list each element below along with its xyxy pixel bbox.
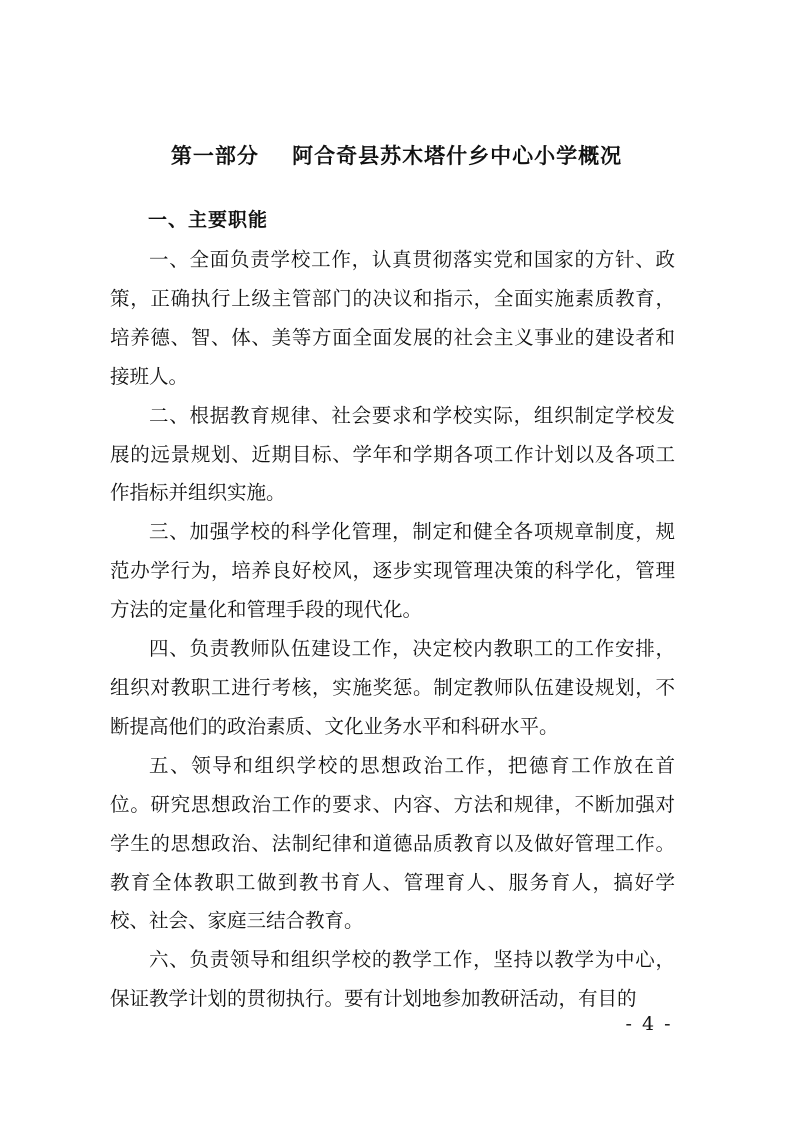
paragraph: 二、根据教育规律、社会要求和学校实际，组织制定学校发展的远景规划、近期目标、学年和学期各项工作计划以及各项工作指标并组织实施。 xyxy=(110,403,675,505)
page-number: - 4 - xyxy=(625,1013,673,1035)
page-title: 第一部分 阿合奇县苏木塔什乡中心小学概况 xyxy=(170,144,623,168)
body-text xyxy=(110,241,675,1019)
paragraph: 五、领导和组织学校的思想政治工作，把德育工作放在首位。研究思想政治工作的要求、内容、方法和规律，不断加强对学生的思想政治、法制纪律和道德品质教育以及做好管理工作。教育全体教职工做到教书育人、管理育人、服务育人，搞好学校、社会、家庭三结合教育。 xyxy=(110,753,675,933)
paragraph: 四、负责教师队伍建设工作，决定校内教职工的工作安排，组织对教职工进行考核，实施奖惩。制定教师队伍建设规划，不断提高他们的政治素质、文化业务水平和科研水平。 xyxy=(110,637,675,738)
paragraph: 三、加强学校的科学化管理，制定和健全各项规章制度，规范办学行为，培养良好校风，逐步实现管理决策的科学化，管理方法的定量化和管理手段的现代化。 xyxy=(110,520,675,622)
paragraph: 六、负责领导和组织学校的教学工作，坚持以教学为中心，保证教学计划的贯彻执行。要有计划地参加教研活动，有目的 xyxy=(110,948,675,1011)
paragraph: 一、全面负责学校工作，认真贯彻落实党和国家的方针、政策，正确执行上级主管部门的决议和指示，全面实施素质教育，培养德、智、体、美等方面全面发展的社会主义事业的建设者和接班人。 xyxy=(110,248,675,388)
section-heading: 一、主要职能 xyxy=(148,209,269,231)
